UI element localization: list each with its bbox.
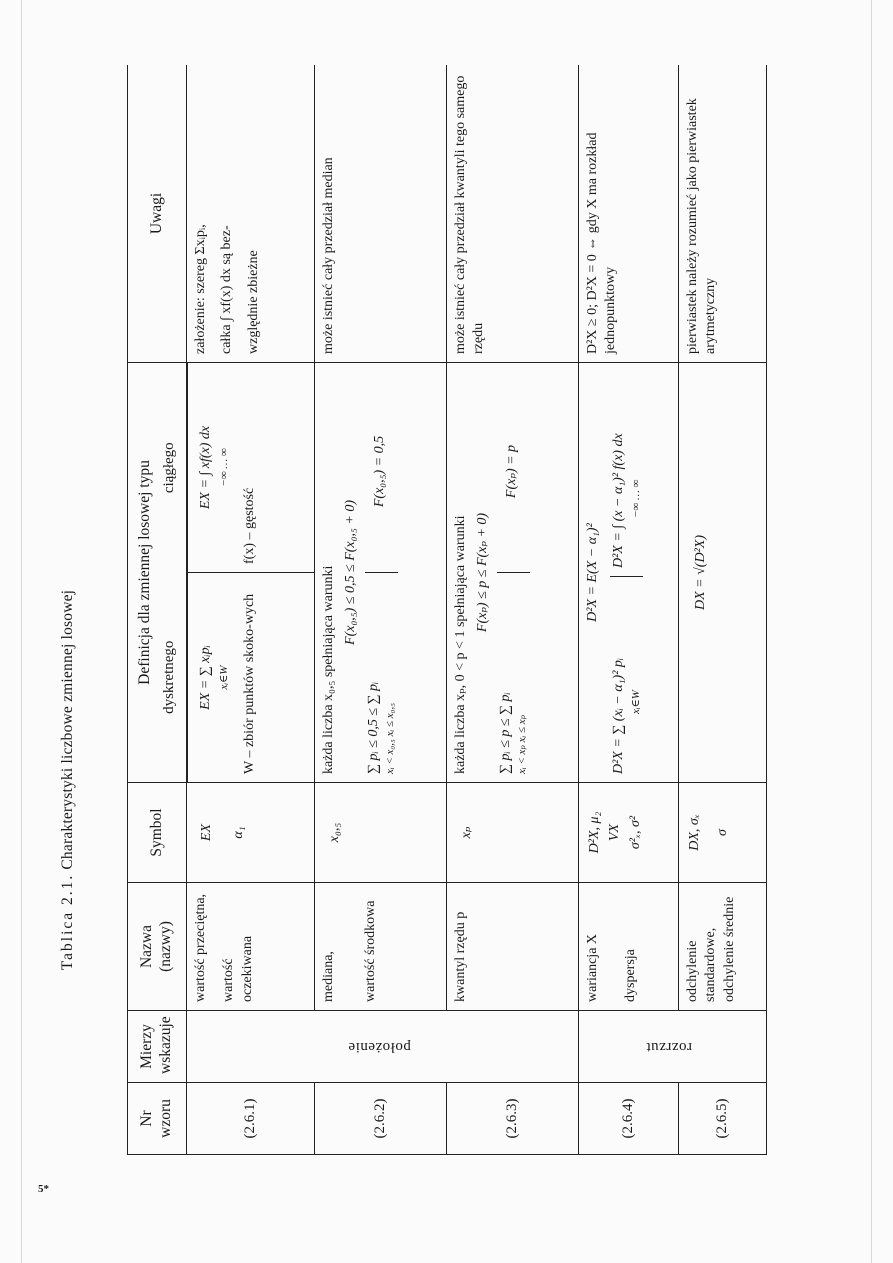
scan-edge-right [871,0,872,1263]
name-cell: wariancja X dyspersja [579,883,679,1011]
header-dyskretnego: dyskretnego [157,573,186,783]
continuous-definition: EX = ∫ xf(x) dx −∞ … ∞ f(x) – gęstość [187,363,315,573]
page-marker: 5* [38,1183,49,1195]
symbol-cell: x₀,₅ [315,783,447,883]
table-caption [59,590,77,970]
header-nr: Nr wzoru [128,1083,187,1155]
formula-number: (2.6.5) [679,1083,767,1155]
rotated-table-wrapper [127,65,767,1155]
table-sheet [127,65,767,1155]
formula-number: (2.6.3) [447,1083,579,1155]
table-row [579,65,679,1155]
header-ciaglego: ciągłego [157,363,186,573]
caption-title: Charakterystyki liczbowe zmiennej losowej [59,589,76,870]
name-cell: kwantyl rzędu p [447,883,579,1011]
definition-cell: każda liczba x₀,₅ spełniająca warunki F(x₀,₅) ≤ 0,5 ≤ F(x₀,₅ + 0) ∑ pᵢ ≤ 0,5 ≤ ∑ pᵢ xᵢ < x₀,₅ xᵢ ≤ x₀,₅ F(x₀,₅) = 0,5 [315,363,447,783]
symbol-cell: EX α₁ [187,783,315,883]
table-row [187,65,315,1155]
header-mierzy: Mierzy wskazuje [128,1011,187,1083]
notes-cell: D²X ≥ 0; D²X = 0 ⇔ gdy X ma rozkład jednopunktowy [579,65,679,363]
header-definicja: Definicja dla zmiennej losowej typu [128,363,158,783]
table-row [679,65,767,1155]
caption-lead: Tablica 2.1. [59,873,76,971]
header-symbol: Symbol [128,783,187,883]
discrete-definition: EX = ∑ xᵢpᵢ xᵢ∈W W – zbiór punktów skoko-wych [187,573,315,783]
table-row [447,65,579,1155]
symbol-cell: D²X, μ₂ VX σ²ₓ, σ² [579,783,679,883]
name-cell: mediana, wartość środkowa [315,883,447,1011]
definition-cell: D²X = E(X − α₁)² D²X = ∑ (xᵢ − α₁)² pᵢ xᵢ∈W D²X = ∫ (x − α₁)² f(x) dx −∞ … ∞ [579,363,679,783]
formula-number: (2.6.4) [579,1083,679,1155]
notes-cell: może istnieć cały przedział median [315,65,447,363]
name-cell: odchylenie standardowe, odchylenie średnie [679,883,767,1011]
symbol-cell: xₚ [447,783,579,883]
header-uwagi: Uwagi [128,65,187,363]
notes-cell: założenie: szereg Σxᵢpᵢ, całka ∫ xf(x) dx są bez- względnie zbieżne [187,65,315,363]
formula-number: (2.6.2) [315,1083,447,1155]
characteristics-table [127,65,767,1155]
scan-edge-left [21,0,22,1263]
symbol-cell: DX, σₓ σ [679,783,767,883]
notes-cell: pierwiastek należy rozumieć jako pierwiastek arytmetyczny [679,65,767,363]
definition-cell: każda liczba xₚ, 0 < p < 1 spełniająca warunki F(xₚ) ≤ p ≤ F(xₚ + 0) ∑ pᵢ ≤ p ≤ ∑ pᵢ xᵢ < xₚ xᵢ ≤ xₚ F(xₚ) = p [447,363,579,783]
group-polozenie: położenie [187,1011,579,1083]
group-rozrzut: rozrzut [579,1011,767,1083]
notes-cell: może istnieć cały przedział kwantyli tego samego rzędu [447,65,579,363]
header-nazwa: Nazwa (nazwy) [128,883,187,1011]
definition-cell: DX = √(D²X) [679,363,767,783]
table-row [315,65,447,1155]
name-cell: wartość przeciętna, wartość oczekiwana [187,883,315,1011]
formula-number: (2.6.1) [187,1083,315,1155]
